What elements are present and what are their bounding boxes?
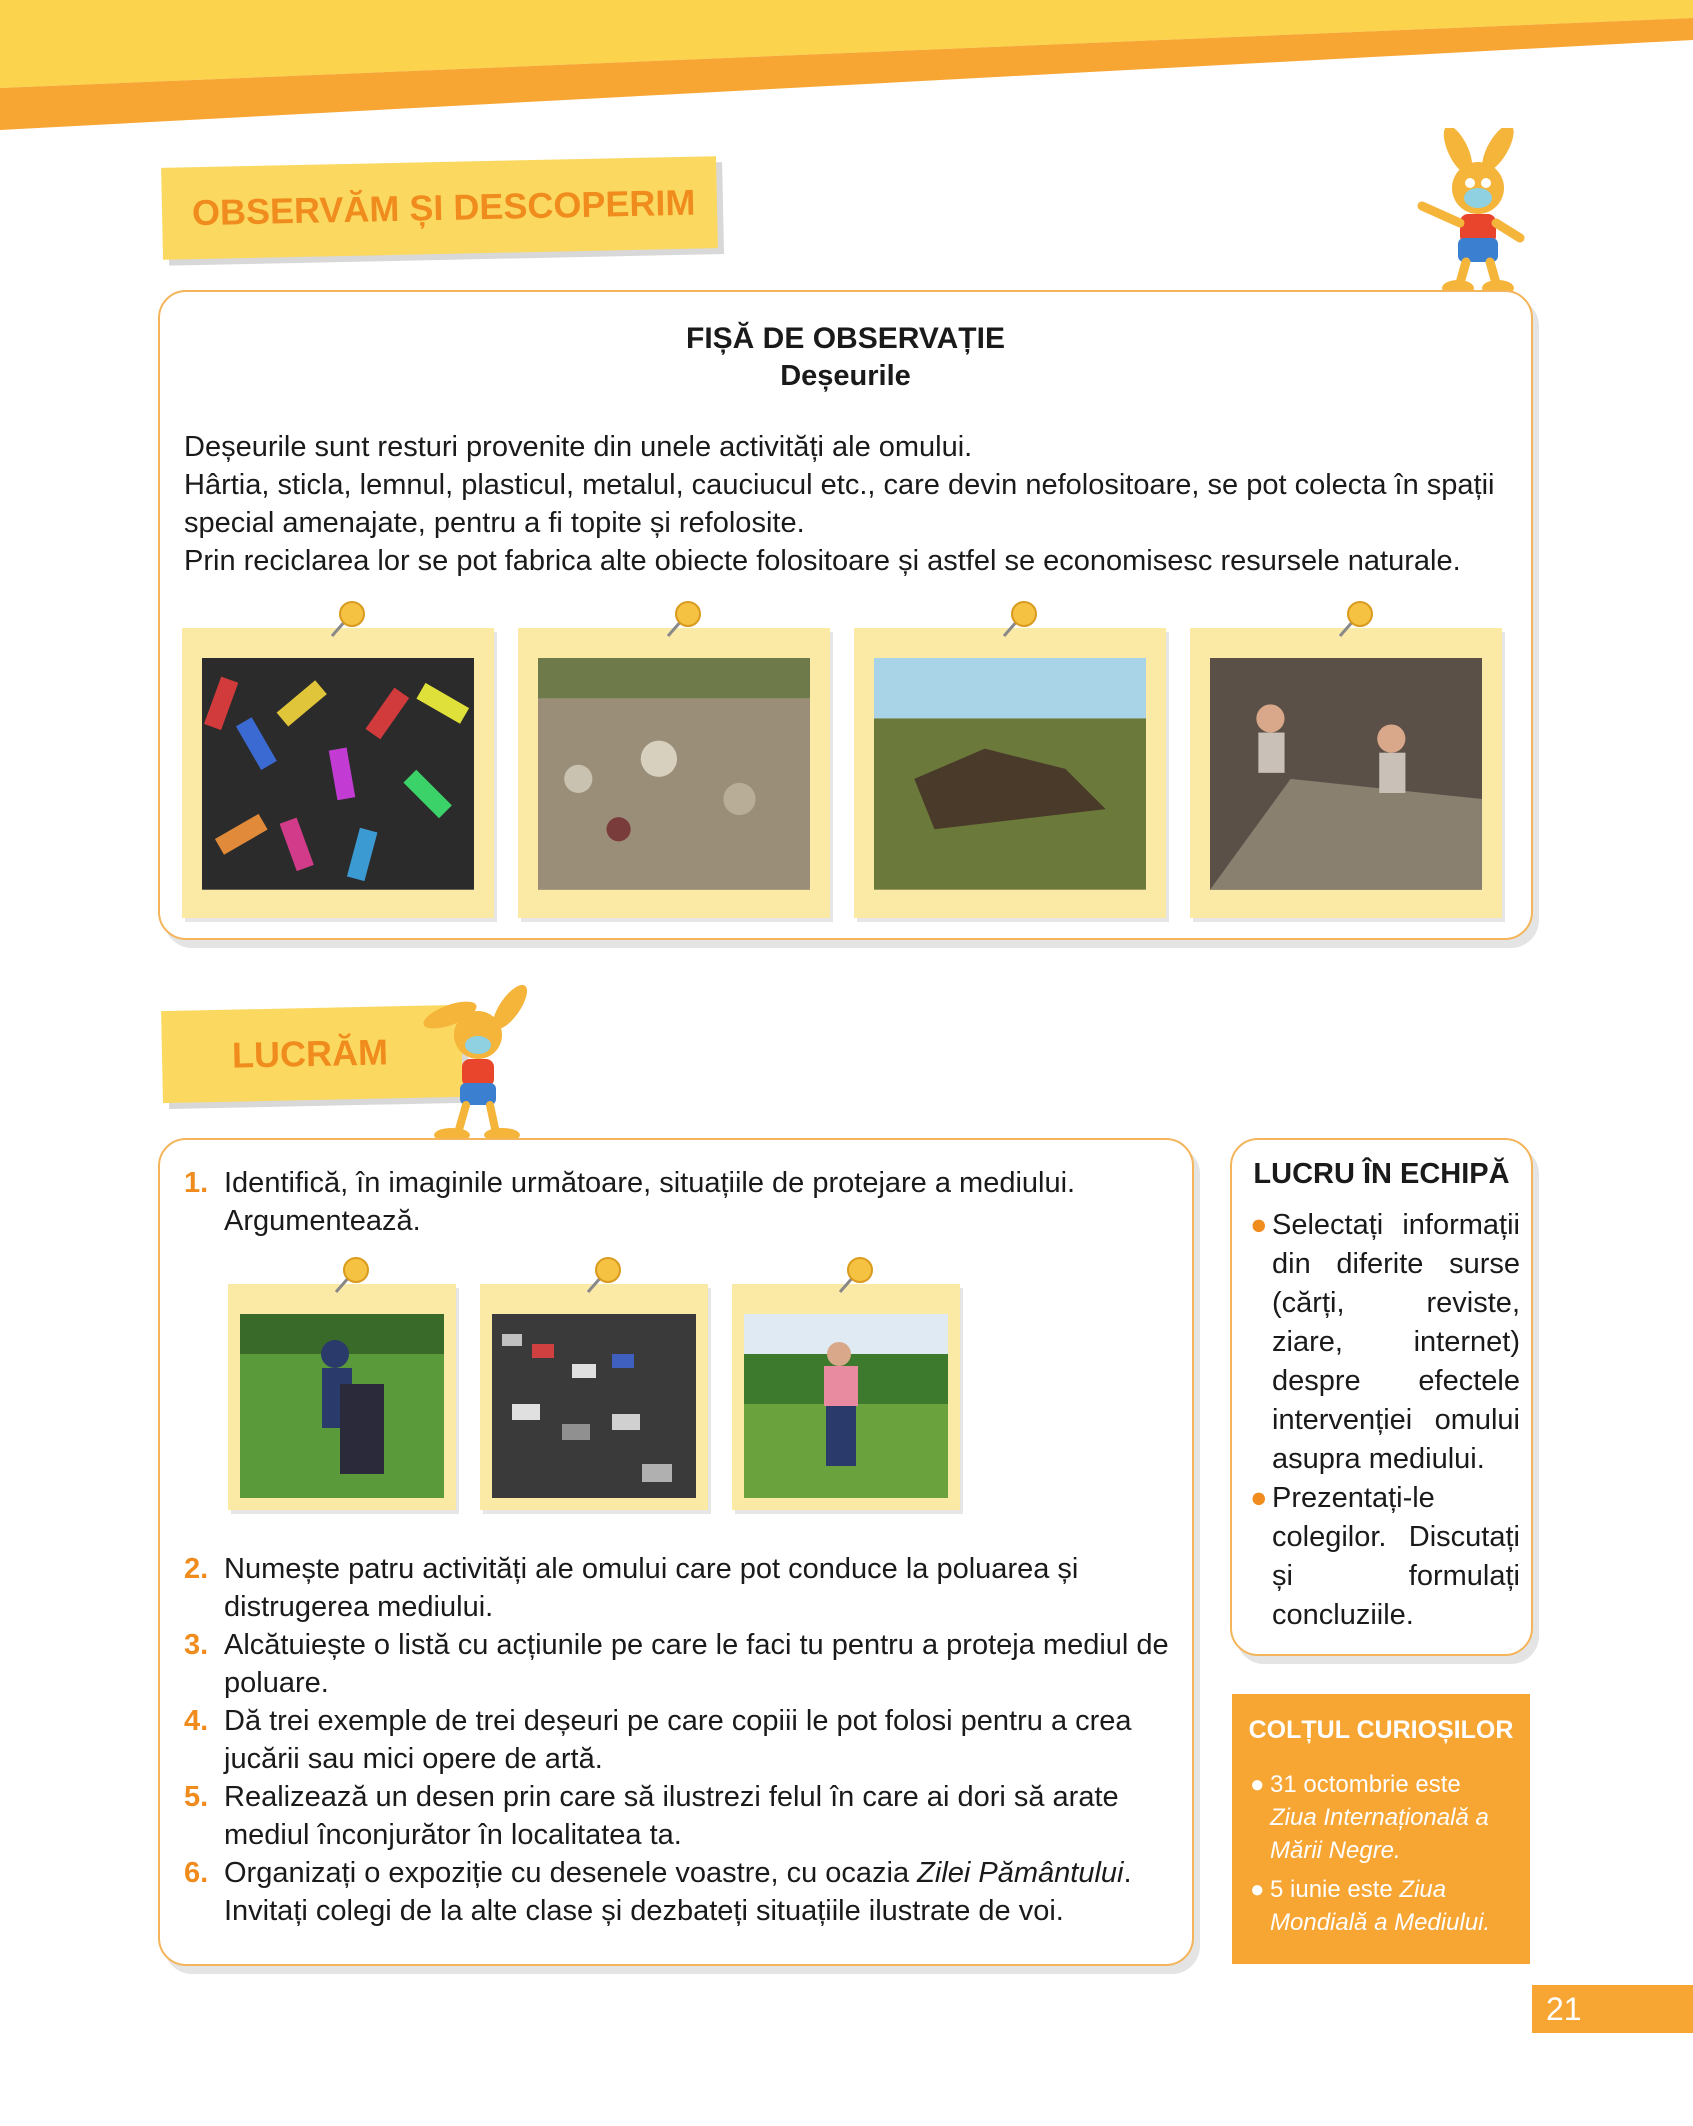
task-text: Alcătuiește o listă cu acțiunile pe care le faci tu pentru a proteja mediul de poluare. xyxy=(224,1629,1169,1699)
tasks-box xyxy=(158,1138,1194,1966)
sheet-paragraph: Prin reciclarea lor se pot fabrica alte obiecte folositoare și astfel se economisesc resursele naturale. xyxy=(184,545,1461,577)
bullet-icon: ● xyxy=(1250,1876,1265,1903)
pushpin-icon xyxy=(326,1252,374,1300)
team-work-list xyxy=(1250,1206,1520,1635)
task-item xyxy=(184,1778,1174,1854)
task-number: 6. xyxy=(184,1857,209,1889)
task-number: 4. xyxy=(184,1705,209,1737)
task-text: Numește patru activități ale omului care pot conduce la poluarea și distrugerea mediului. xyxy=(224,1553,1079,1623)
curious-corner-item xyxy=(1250,1768,1512,1867)
photo-card-scrap xyxy=(854,628,1166,918)
batteries-photo xyxy=(202,658,474,890)
curious-item-text: 5 iunie este xyxy=(1270,1876,1400,1903)
landfill-photo xyxy=(538,658,810,890)
top-decorative-band xyxy=(0,0,1693,140)
bullet-icon: ● xyxy=(1250,1771,1265,1798)
task-list-continued xyxy=(184,1550,1174,1930)
page-number-box xyxy=(1532,1985,1693,2033)
curious-item-emphasis: Ziua Internațională a Mării Negre. xyxy=(1270,1804,1489,1864)
section-label-work-text: LUCRĂM xyxy=(231,1031,389,1076)
task-text: Identifică, în imaginile următoare, situațiile de protejare a mediului. Argumentează. xyxy=(224,1167,1076,1237)
bullet-icon: ● xyxy=(1250,1209,1268,1241)
photo-card-traffic xyxy=(480,1284,708,1510)
rabbit-mascot-icon xyxy=(410,985,550,1145)
observation-sheet-box xyxy=(158,290,1533,940)
task-number: 3. xyxy=(184,1629,209,1661)
pushpin-icon xyxy=(994,596,1042,644)
traffic-jam-photo xyxy=(492,1314,696,1498)
task-item xyxy=(184,1854,1174,1930)
pushpin-icon xyxy=(830,1252,878,1300)
page-number: 21 xyxy=(1546,1990,1582,2027)
pushpin-icon xyxy=(322,596,370,644)
sheet-paragraph: Hârtia, sticla, lemnul, plasticul, metalul, cauciucul etc., care devin nefolositoare, se pot colecta în spații special amenajate, pentru a fi topite și refolosite. xyxy=(184,469,1495,539)
curious-corner-box xyxy=(1232,1694,1530,1964)
task-text: . Invitați colegi de la alte clase și dezbateți situațiile ilustrate de voi. xyxy=(224,1857,1132,1927)
photo-card-landfill xyxy=(518,628,830,918)
task-item xyxy=(184,1702,1174,1778)
curious-corner-list xyxy=(1250,1768,1512,1945)
task-text: Realizează un desen prin care să ilustrezi felul în care ai dori să arate mediul înconjurător în localitatea ta. xyxy=(224,1781,1119,1851)
team-work-item-text: Selectați informații din diferite surse (cărți, reviste, ziare, internet) despre efectele intervenției omului asupra mediului. xyxy=(1272,1209,1520,1475)
photo-card-trash-bin xyxy=(228,1284,456,1510)
task-item xyxy=(184,1550,1174,1626)
curious-item-text: 31 octombrie este xyxy=(1270,1771,1461,1798)
scrap-field-photo xyxy=(874,658,1146,890)
rabbit-mascot-icon xyxy=(1400,128,1550,303)
sheet-text xyxy=(184,428,1514,580)
pushpin-icon xyxy=(1330,596,1378,644)
task-number: 5. xyxy=(184,1781,209,1813)
photo-card-batteries xyxy=(182,628,494,918)
team-work-title: LUCRU ÎN ECHIPĂ xyxy=(1253,1158,1510,1190)
waste-sorting-photo xyxy=(1210,658,1482,890)
pushpin-icon xyxy=(658,596,706,644)
curious-item-emphasis: Ziua Mondială a Mediului. xyxy=(1270,1876,1491,1936)
task-item xyxy=(184,1626,1174,1702)
photo-card-gardening xyxy=(732,1284,960,1510)
curious-corner-item xyxy=(1250,1873,1512,1939)
curious-corner-title: COLȚUL CURIOȘILOR xyxy=(1248,1716,1514,1744)
gardening-photo xyxy=(744,1314,948,1498)
bullet-icon: ● xyxy=(1250,1482,1268,1514)
task-number: 2. xyxy=(184,1553,209,1585)
section-label-observe xyxy=(161,156,718,260)
team-work-item xyxy=(1250,1479,1520,1635)
task-text-emphasis: Zilei Pământului xyxy=(917,1857,1124,1889)
sheet-subtitle: Deșeurile xyxy=(780,360,911,392)
photo-card-sorting xyxy=(1190,628,1502,918)
task-list xyxy=(184,1164,1174,1240)
pushpin-icon xyxy=(578,1252,626,1300)
team-work-box xyxy=(1230,1138,1533,1656)
section-label-observe-text: OBSERVĂM ȘI DESCOPERIM xyxy=(191,181,696,234)
task-number: 1. xyxy=(184,1167,209,1199)
sheet-title: FIȘĂ DE OBSERVAȚIE xyxy=(686,322,1005,355)
task-text: Dă trei exemple de trei deșeuri pe care copiii le pot folosi pentru a crea jucării sau mici opere de artă. xyxy=(224,1705,1132,1775)
trash-bin-photo xyxy=(240,1314,444,1498)
task-item xyxy=(184,1164,1174,1240)
team-work-item xyxy=(1250,1206,1520,1479)
sheet-paragraph: Deșeurile sunt resturi provenite din unele activități ale omului. xyxy=(184,431,973,463)
team-work-item-text: Prezentați-le colegilor. Discutați și formulați concluziile. xyxy=(1272,1482,1520,1631)
task-text: Organizați o expoziție cu desenele voastre, cu ocazia xyxy=(224,1857,918,1889)
